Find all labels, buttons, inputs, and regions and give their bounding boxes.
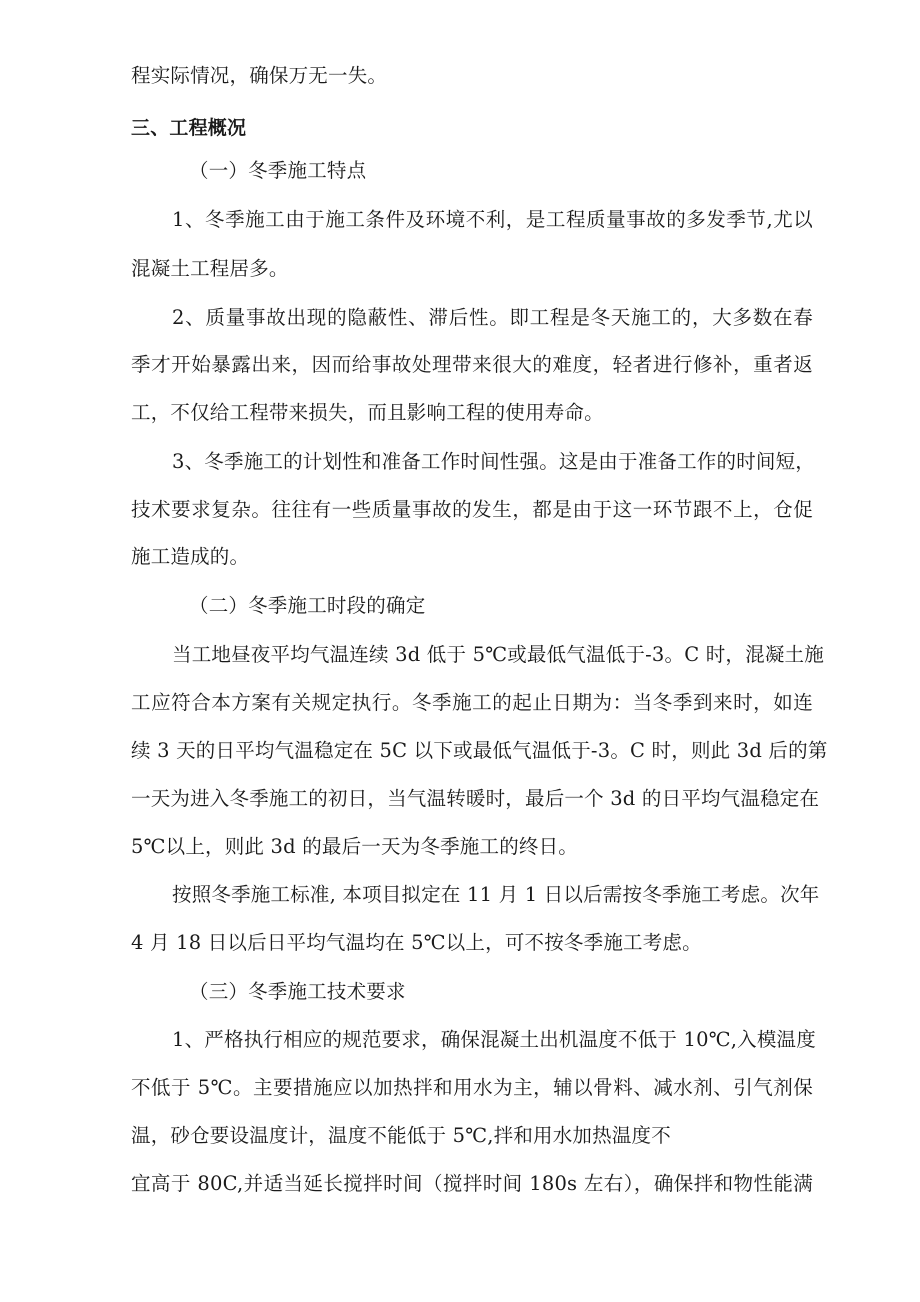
- paragraph-line: 3、冬季施工的计划性和准备工作时间性强。这是由于准备工作的时间短，: [172, 450, 816, 473]
- paragraph-line: 程实际情况，确保万无一失。: [131, 64, 388, 87]
- paragraph-line: 5℃以上，则此 3d 的最后一天为冬季施工的终日。: [131, 835, 579, 858]
- paragraph-line: 按照冬季施工标准, 本项目拟定在 11 月 1 日以后需按冬季施工考虑。次年: [172, 883, 820, 906]
- paragraph-line: 1、冬季施工由于施工条件及环境不利，是工程质量事故的多发季节,尤以: [172, 208, 813, 231]
- paragraph-line: 混凝土工程居多。: [131, 257, 289, 280]
- paragraph-line: 工，不仅给工程带来损失，而且影响工程的使用寿命。: [131, 401, 604, 424]
- paragraph-line: 温，砂仓要设温度计，温度不能低于 5℃,拌和用水加热温度不: [131, 1124, 671, 1147]
- paragraph-line: 续 3 天的日平均气温稳定在 5C 以下或最低气温低于-3。C 时，则此 3d 后的第: [131, 739, 828, 762]
- paragraph-line: 4 月 18 日以后日平均气温均在 5℃以上，可不按冬季施工考虑。: [131, 931, 702, 954]
- paragraph-line: 一天为进入冬季施工的初日，当气温转暖时，最后一个 3d 的日平均气温稳定在: [131, 787, 820, 810]
- section-heading: 三、工程概况: [131, 117, 247, 139]
- paragraph-line: 工应符合本方案有关规定执行。冬季施工的起止日期为：当冬季到来时，如连: [131, 691, 813, 714]
- paragraph-line: 季才开始暴露出来，因而给事故处理带来很大的难度，轻者进行修补，重者返: [131, 353, 813, 376]
- paragraph-line: 不低于 5℃。主要措施应以加热拌和用水为主，辅以骨料、减水剂、引气剂保: [131, 1076, 813, 1099]
- paragraph-line: 当工地昼夜平均气温连续 3d 低于 5℃或最低气温低于-3。C 时，混凝土施: [172, 643, 824, 666]
- paragraph-line: 1、严格执行相应的规范要求，确保混凝土出机温度不低于 10℃,入模温度: [172, 1028, 816, 1051]
- paragraph-line: 施工造成的。: [131, 545, 250, 568]
- subsection-heading: （一）冬季施工特点: [189, 159, 367, 182]
- paragraph-line: 技术要求复杂。往往有一些质量事故的发生，都是由于这一环节跟不上，仓促: [131, 498, 813, 521]
- paragraph-line: 2、质量事故出现的隐蔽性、滞后性。即工程是冬天施工的，大多数在春: [172, 306, 813, 329]
- subsection-heading: （二）冬季施工时段的确定: [189, 594, 426, 617]
- paragraph-line: 宜高于 80C,并适当延长搅拌时间（搅拌时间 180s 左右），确保拌和物性能满: [131, 1172, 813, 1195]
- subsection-heading: （三）冬季施工技术要求: [189, 980, 406, 1003]
